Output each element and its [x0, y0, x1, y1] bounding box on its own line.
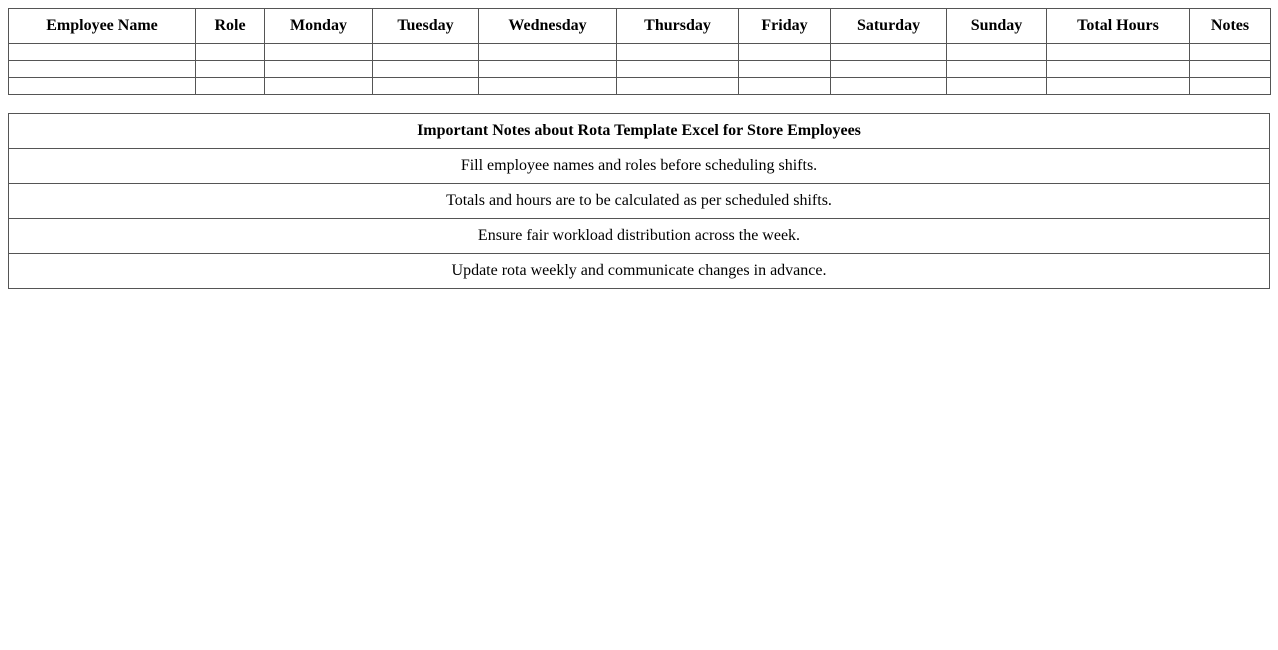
header-employee-name: Employee Name: [9, 9, 196, 44]
table-cell[interactable]: [831, 44, 947, 61]
table-cell[interactable]: [196, 78, 265, 95]
table-cell[interactable]: [1047, 44, 1190, 61]
table-cell[interactable]: [1190, 61, 1271, 78]
table-cell[interactable]: [1047, 61, 1190, 78]
note-text: Ensure fair workload distribution across the week.: [9, 219, 1270, 254]
table-cell[interactable]: [479, 61, 617, 78]
header-friday: Friday: [739, 9, 831, 44]
header-role: Role: [196, 9, 265, 44]
table-cell[interactable]: [265, 61, 373, 78]
table-cell[interactable]: [1190, 44, 1271, 61]
table-cell[interactable]: [831, 61, 947, 78]
note-text: Update rota weekly and communicate changes in advance.: [9, 254, 1270, 289]
table-cell[interactable]: [739, 44, 831, 61]
header-monday: Monday: [265, 9, 373, 44]
table-cell[interactable]: [265, 44, 373, 61]
table-cell[interactable]: [947, 61, 1047, 78]
header-saturday: Saturday: [831, 9, 947, 44]
table-cell[interactable]: [9, 44, 196, 61]
notes-header-row: [9, 114, 1270, 149]
table-cell[interactable]: [479, 44, 617, 61]
table-cell[interactable]: [9, 61, 196, 78]
table-cell[interactable]: [196, 61, 265, 78]
table-cell[interactable]: [1047, 78, 1190, 95]
table-cell[interactable]: [1190, 78, 1271, 95]
rota-header-row: [9, 9, 1271, 44]
table-cell[interactable]: [373, 78, 479, 95]
table-cell[interactable]: [373, 61, 479, 78]
note-text: Totals and hours are to be calculated as per scheduled shifts.: [9, 184, 1270, 219]
list-item: [9, 254, 1270, 289]
list-item: [9, 184, 1270, 219]
header-wednesday: Wednesday: [479, 9, 617, 44]
table-cell[interactable]: [617, 61, 739, 78]
list-item: [9, 149, 1270, 184]
header-thursday: Thursday: [617, 9, 739, 44]
header-sunday: Sunday: [947, 9, 1047, 44]
note-text: Fill employee names and roles before scheduling shifts.: [9, 149, 1270, 184]
header-notes: Notes: [1190, 9, 1271, 44]
rota-table: [8, 8, 1271, 95]
table-cell[interactable]: [617, 44, 739, 61]
table-row: [9, 78, 1271, 95]
table-row: [9, 44, 1271, 61]
header-total-hours: Total Hours: [1047, 9, 1190, 44]
table-cell[interactable]: [373, 44, 479, 61]
table-row: [9, 61, 1271, 78]
table-cell[interactable]: [831, 78, 947, 95]
table-cell[interactable]: [479, 78, 617, 95]
table-cell[interactable]: [947, 44, 1047, 61]
table-cell[interactable]: [9, 78, 196, 95]
table-cell[interactable]: [739, 78, 831, 95]
table-cell[interactable]: [947, 78, 1047, 95]
table-cell[interactable]: [617, 78, 739, 95]
notes-title: Important Notes about Rota Template Excel for Store Employees: [9, 114, 1270, 149]
notes-table: [8, 113, 1270, 289]
header-tuesday: Tuesday: [373, 9, 479, 44]
table-cell[interactable]: [265, 78, 373, 95]
list-item: [9, 219, 1270, 254]
table-cell[interactable]: [196, 44, 265, 61]
table-cell[interactable]: [739, 61, 831, 78]
